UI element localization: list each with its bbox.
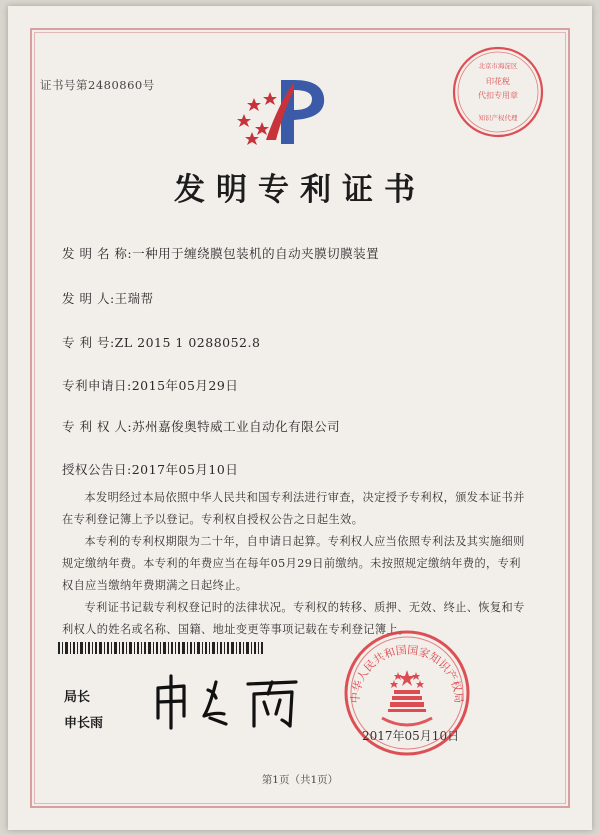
- field-grant-date: [62, 460, 238, 478]
- field-label: 发 明 人:: [62, 291, 115, 306]
- field-application-date: [62, 376, 238, 394]
- field-invention-name: [62, 244, 379, 262]
- field-value: 2015年05月29日: [131, 378, 239, 393]
- field-value: 一种用于缠绕膜包装机的自动夹膜切膜装置: [132, 246, 380, 261]
- signature-icon: [150, 670, 305, 730]
- field-label: 专 利 权 人:: [62, 419, 133, 434]
- director-title: 局长: [64, 690, 91, 705]
- svg-text:知识产权代理: 知识产权代理: [478, 114, 518, 122]
- field-value: ZL 2015 1 0288052.8: [114, 335, 261, 350]
- certificate-number: 证书号第2480860号: [40, 78, 155, 92]
- field-label: 专利申请日:: [62, 378, 132, 393]
- field-label: 授权公告日:: [62, 462, 132, 477]
- cnipa-logo-icon: [236, 70, 336, 150]
- field-patent-number: [62, 333, 260, 351]
- barcode-icon: [58, 642, 263, 654]
- field-value: 王瑞帮: [114, 291, 154, 306]
- field-value: 苏州嘉俊奥特威工业自动化有限公司: [132, 419, 341, 434]
- field-label: 专 利 号:: [62, 335, 115, 350]
- seal-date: 2017年05月10日: [362, 729, 460, 743]
- page-number: 第1页（共1页）: [261, 774, 339, 786]
- certificate-title: 发明专利证书: [174, 172, 426, 208]
- svg-text:北京市海淀区: 北京市海淀区: [478, 62, 518, 70]
- field-value: 2017年05月10日: [131, 462, 239, 477]
- svg-text:代扣专用章: 代扣专用章: [478, 91, 518, 100]
- body-paragraph: 本发明经过本局依照中华人民共和国专利法进行审查，决定授予专利权，颁发本证书并在专利登记簿上予以登记。专利权自授权公告之日起生效。: [62, 491, 525, 526]
- field-inventor: [62, 289, 154, 307]
- body-paragraph: 本专利的专利权期限为二十年，自申请日起算。专利权人应当依照专利法及其实施细则规定缴纳年费。本专利的年费应当在每年05月29日前缴纳。未按照规定缴纳年费的，专利权自应当缴纳年费期满之日起终止。: [62, 535, 525, 592]
- field-label: 发 明 名 称:: [62, 246, 133, 261]
- field-patentee: [62, 417, 340, 435]
- seal-text: 中华人民共和国国家知识产权局: [348, 643, 466, 704]
- body-paragraph: 专利证书记载专利权登记时的法律状况。专利权的转移、质押、无效、终止、恢复和专利权人的姓名或名称、国籍、地址变更等事项记载在专利登记簿上。: [62, 601, 525, 636]
- svg-text:印花税: 印花税: [486, 77, 510, 86]
- director-name: 申长雨: [64, 716, 104, 731]
- agency-stamp-icon: [450, 44, 546, 140]
- certificate-body: [62, 487, 532, 641]
